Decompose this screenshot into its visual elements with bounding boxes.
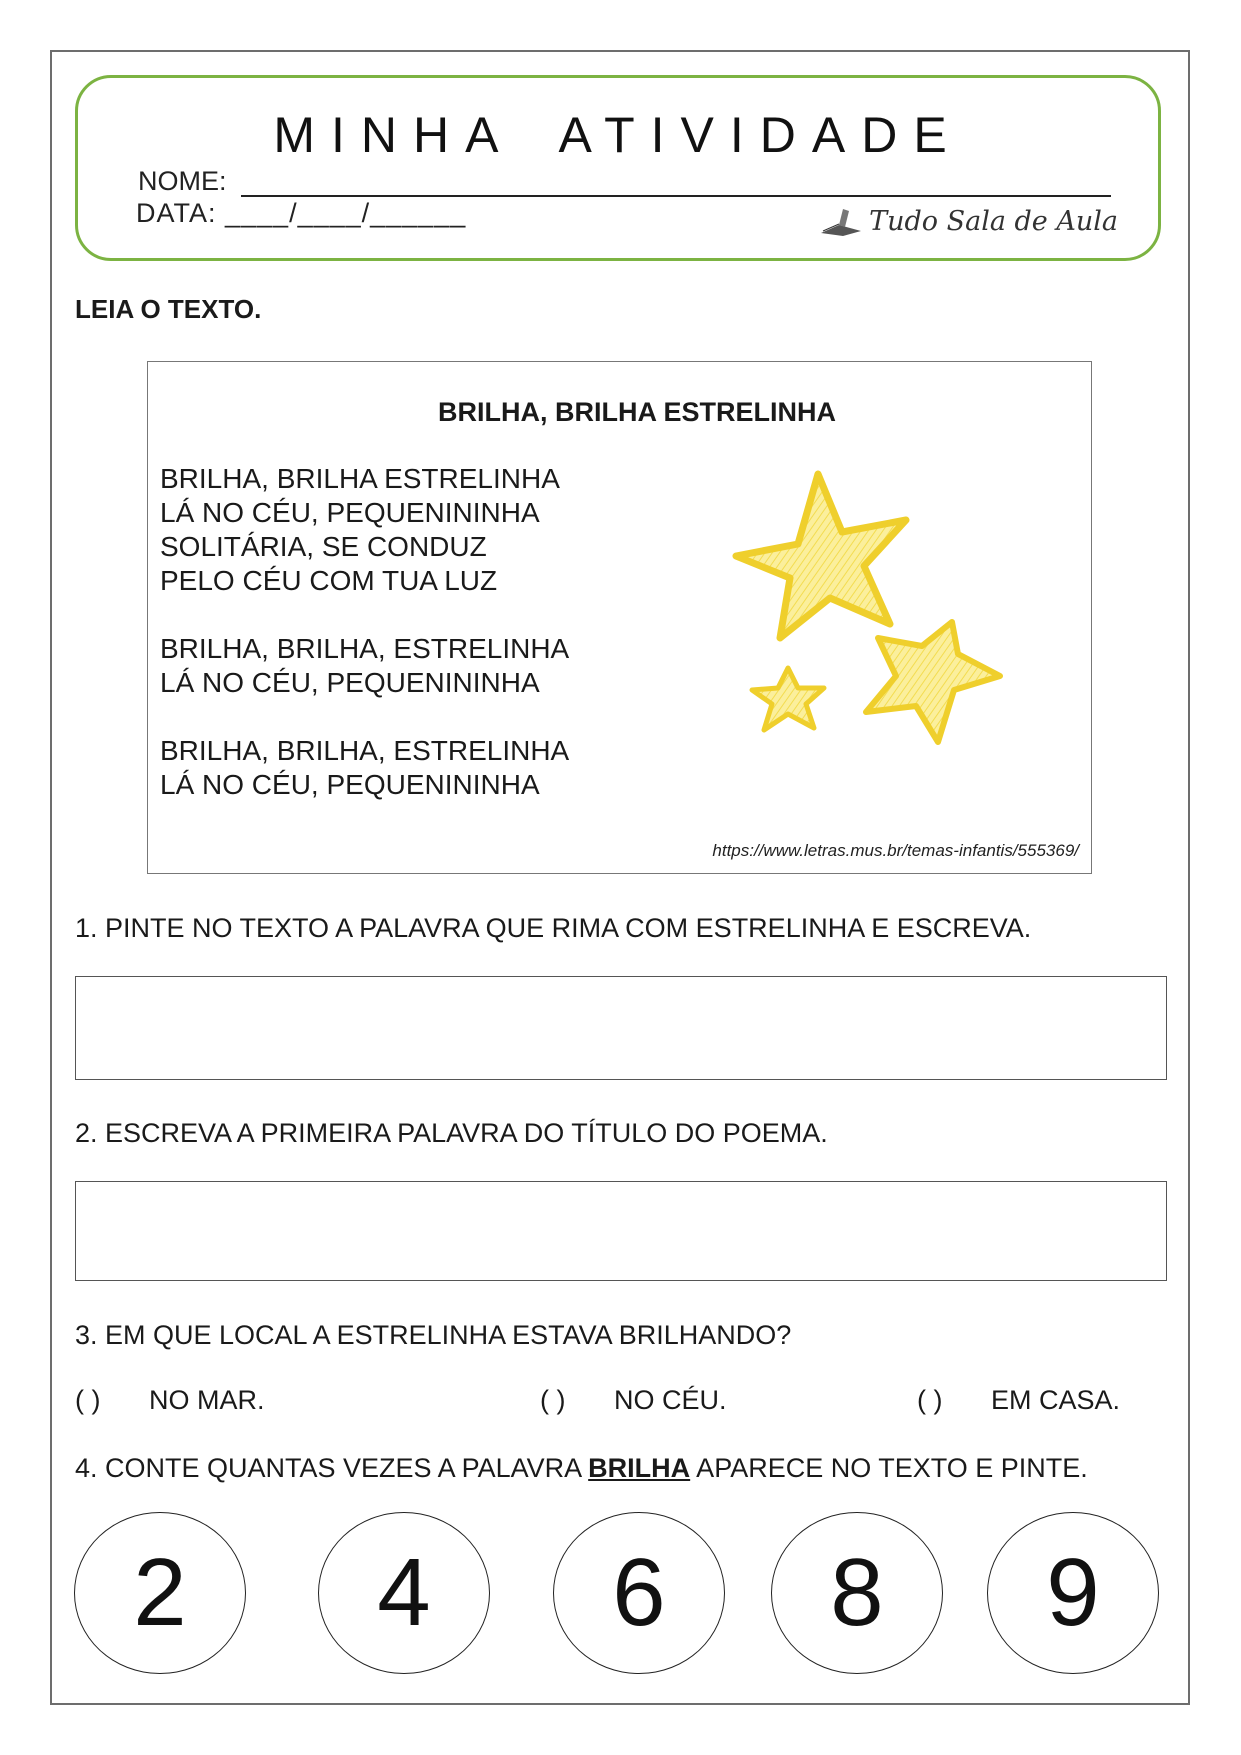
header-box [75,75,1161,261]
poem-line: PELO CÉU COM TUA LUZ [160,565,498,596]
logo-text: Tudo Sala de Aula [869,206,1118,237]
checkbox[interactable]: ( ) [540,1385,566,1415]
poem-stanza-2 [160,632,569,700]
number-circle-4[interactable]: 4 [318,1512,490,1674]
big-star-icon [736,474,906,638]
logo [819,206,1118,237]
checkbox[interactable]: ( ) [75,1385,101,1415]
option-no-ceu[interactable] [540,1385,727,1416]
number-circle-8[interactable]: 8 [771,1512,943,1674]
name-field[interactable] [241,195,1111,197]
name-label: NOME: [138,166,227,196]
highlighted-word: BRILHA [588,1453,691,1483]
option-no-mar[interactable] [75,1385,265,1416]
small-star-icon [752,668,824,730]
option-label: NO MAR. [149,1385,265,1415]
source-link[interactable]: https://www.letras.mus.br/temas-infantis/555369/ [712,841,1079,860]
number-circle-9[interactable]: 9 [987,1512,1159,1674]
medium-star-icon [866,622,1000,742]
poem-line: BRILHA, BRILHA, ESTRELINHA [160,633,570,664]
number-circle-6[interactable]: 6 [553,1512,725,1674]
poem-line: LÁ NO CÉU, PEQUENININHA [160,769,540,800]
poem-line: SOLITÁRIA, SE CONDUZ [160,531,487,562]
page-title: MINHA ATIVIDADE [273,107,963,163]
checkbox[interactable]: ( ) [917,1385,943,1415]
poem-box [147,361,1092,874]
poem-line: LÁ NO CÉU, PEQUENININHA [160,497,540,528]
answer-box-2[interactable] [75,1181,1167,1281]
answer-box-1[interactable] [75,976,1167,1080]
number-circle-2[interactable]: 2 [74,1512,246,1674]
poem-line: LÁ NO CÉU, PEQUENININHA [160,667,540,698]
poem-line: BRILHA, BRILHA ESTRELINHA [160,463,560,494]
poem-title: BRILHA, BRILHA ESTRELINHA [438,397,836,427]
date-field[interactable]: DATA: ____/____/______ [136,198,467,228]
poem-stanza-3 [160,734,569,802]
question-2: 2. ESCREVA A PRIMEIRA PALAVRA DO TÍTULO DO POEMA. [75,1118,828,1148]
option-em-casa[interactable] [917,1385,1120,1416]
book-icon [819,207,863,237]
poem-stanza-1 [160,462,560,598]
option-label: NO CÉU. [614,1385,727,1415]
option-label: EM CASA. [991,1385,1121,1415]
instruction: LEIA O TEXTO. [75,294,262,324]
poem-line: BRILHA, BRILHA, ESTRELINHA [160,735,570,766]
question-4: 4. CONTE QUANTAS VEZES A PALAVRA BRILHA APARECE NO TEXTO E PINTE. [75,1453,1088,1483]
stars-illustration [718,462,1018,782]
question-3: 3. EM QUE LOCAL A ESTRELINHA ESTAVA BRILHANDO? [75,1320,792,1350]
question-1: 1. PINTE NO TEXTO A PALAVRA QUE RIMA COM ESTRELINHA E ESCREVA. [75,913,1032,943]
